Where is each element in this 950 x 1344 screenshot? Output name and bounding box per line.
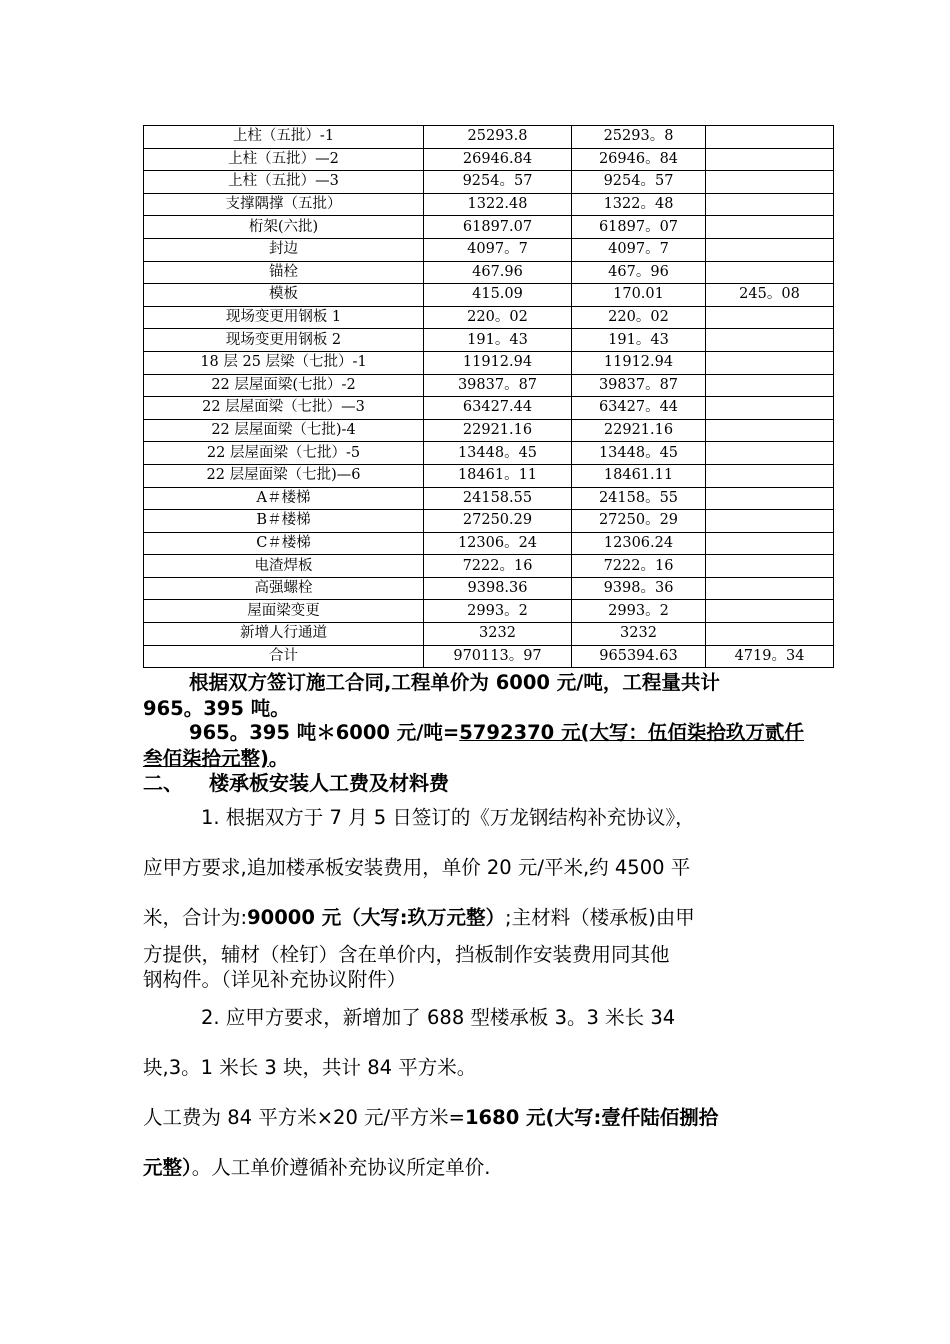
quantity-cell: 2993。2 bbox=[424, 600, 572, 623]
item-name-cell: 合计 bbox=[144, 645, 424, 668]
item-2-line-a: 2. 应甲方要求，新增加了 688 型楼承板 3。3 米长 34 bbox=[201, 1006, 676, 1029]
difference-cell bbox=[706, 577, 834, 600]
item-name-cell: 22 层屋面梁(七批）-2 bbox=[144, 374, 424, 397]
section-2-heading bbox=[143, 770, 823, 796]
item-name-cell: 屋面梁变更 bbox=[144, 600, 424, 623]
item-name-cell: B＃楼梯 bbox=[144, 510, 424, 533]
quantity-cell: 3232 bbox=[424, 623, 572, 646]
quantity-cell: 1322.48 bbox=[424, 193, 572, 216]
table-row bbox=[144, 216, 834, 239]
item-name-cell: 封边 bbox=[144, 238, 424, 261]
table-row bbox=[144, 374, 834, 397]
settled-quantity-cell: 22921.16 bbox=[572, 419, 706, 442]
table-row bbox=[144, 600, 834, 623]
difference-cell: 245。08 bbox=[706, 284, 834, 307]
table-row bbox=[144, 306, 834, 329]
item-1-line-e: 钢构件。（详见补充协议附件） bbox=[143, 968, 407, 991]
table-row bbox=[144, 532, 834, 555]
item-2-line-d: 元整）。人工单价遵循补充协议所定单价. bbox=[143, 1156, 491, 1179]
difference-cell bbox=[706, 171, 834, 194]
quantity-cell: 467.96 bbox=[424, 261, 572, 284]
difference-cell bbox=[706, 623, 834, 646]
item-name-cell: 锚栓 bbox=[144, 261, 424, 284]
quantity-cell: 13448。45 bbox=[424, 442, 572, 465]
settled-quantity-cell: 63427。44 bbox=[572, 397, 706, 420]
settled-quantity-cell: 220。02 bbox=[572, 306, 706, 329]
difference-cell bbox=[706, 442, 834, 465]
quantity-cell: 18461。11 bbox=[424, 464, 572, 487]
settled-quantity-cell: 170.01 bbox=[572, 284, 706, 307]
item-name-cell: 22 层屋面梁（七批)-4 bbox=[144, 419, 424, 442]
table-row bbox=[144, 645, 834, 668]
item-name-cell: 上柱（五批）—2 bbox=[144, 148, 424, 171]
difference-cell bbox=[706, 148, 834, 171]
quantity-cell: 9254。57 bbox=[424, 171, 572, 194]
cost-table bbox=[143, 125, 834, 668]
difference-cell bbox=[706, 261, 834, 284]
table-row bbox=[144, 329, 834, 352]
settled-quantity-cell: 1322。48 bbox=[572, 193, 706, 216]
difference-cell bbox=[706, 510, 834, 533]
item-name-cell: 高强螺栓 bbox=[144, 577, 424, 600]
difference-cell bbox=[706, 555, 834, 578]
quantity-cell: 22921.16 bbox=[424, 419, 572, 442]
table-row bbox=[144, 555, 834, 578]
difference-cell bbox=[706, 216, 834, 239]
quantity-cell: 220。02 bbox=[424, 306, 572, 329]
quantity-cell: 970113。97 bbox=[424, 645, 572, 668]
table-row bbox=[144, 284, 834, 307]
settled-quantity-cell: 61897。07 bbox=[572, 216, 706, 239]
difference-cell bbox=[706, 329, 834, 352]
item-name-cell: 上柱（五批）-1 bbox=[144, 126, 424, 149]
item-name-cell: 22 层屋面梁（七批)—6 bbox=[144, 464, 424, 487]
item-name-cell: 上柱（五批）—3 bbox=[144, 171, 424, 194]
cost-table-wrapper bbox=[143, 125, 834, 668]
quantity-cell: 61897.07 bbox=[424, 216, 572, 239]
quantity-cell: 24158.55 bbox=[424, 487, 572, 510]
table-row bbox=[144, 126, 834, 149]
table-row bbox=[144, 510, 834, 533]
item-name-cell: 现场变更用钢板 1 bbox=[144, 306, 424, 329]
difference-cell bbox=[706, 464, 834, 487]
table-row bbox=[144, 623, 834, 646]
table-row bbox=[144, 261, 834, 284]
item-1-line-c: 米，合计为:90000 元（大写:玖万元整）;主材料（楼承板)由甲 bbox=[143, 906, 695, 929]
item-name-cell: 22 层屋面梁（七批）—3 bbox=[144, 397, 424, 420]
total-amount-part1: 5792370 元(大写：伍佰柒拾玖万贰仟 bbox=[459, 721, 804, 744]
quantity-cell: 191。43 bbox=[424, 329, 572, 352]
item-name-cell: 模板 bbox=[144, 284, 424, 307]
difference-cell bbox=[706, 238, 834, 261]
table-row bbox=[144, 487, 834, 510]
quantity-cell: 25293.8 bbox=[424, 126, 572, 149]
difference-cell bbox=[706, 532, 834, 555]
item-1-amount: 90000 元（大写:玖万元整） bbox=[247, 906, 506, 929]
difference-cell bbox=[706, 351, 834, 374]
quantity-cell: 415.09 bbox=[424, 284, 572, 307]
table-row bbox=[144, 442, 834, 465]
settled-quantity-cell: 11912.94 bbox=[572, 351, 706, 374]
table-row bbox=[144, 464, 834, 487]
difference-cell bbox=[706, 397, 834, 420]
settled-quantity-cell: 39837。87 bbox=[572, 374, 706, 397]
settled-quantity-cell: 13448。45 bbox=[572, 442, 706, 465]
settled-quantity-cell: 12306.24 bbox=[572, 532, 706, 555]
quantity-cell: 26946.84 bbox=[424, 148, 572, 171]
quantity-cell: 4097。7 bbox=[424, 238, 572, 261]
paragraph-total-amount: 965。395 吨＊6000 元/吨=5792370 元(大写：伍佰柒拾玖万贰仟 叁佰柒拾元整)。 bbox=[143, 721, 804, 770]
item-name-cell: 现场变更用钢板 2 bbox=[144, 329, 424, 352]
item-1-line-a: 1. 根据双方于 7 月 5 日签订的《万龙钢结构补充协议》， bbox=[201, 806, 695, 829]
item-1-line-d: 方提供，辅材（栓钉）含在单价内，挡板制作安装费用同其他 bbox=[143, 943, 670, 966]
item-1-line-b: 应甲方要求,追加楼承板安装费用，单价 20 元/平米,约 4500 平 bbox=[143, 856, 691, 879]
table-row bbox=[144, 419, 834, 442]
total-formula: 965。395 吨＊6000 元/吨= bbox=[189, 721, 460, 744]
settled-quantity-cell: 3232 bbox=[572, 623, 706, 646]
settled-quantity-cell: 4097。7 bbox=[572, 238, 706, 261]
difference-cell bbox=[706, 600, 834, 623]
item-name-cell: 桁架(六批) bbox=[144, 216, 424, 239]
table-row bbox=[144, 148, 834, 171]
settled-quantity-cell: 26946。84 bbox=[572, 148, 706, 171]
item-name-cell: 新增人行通道 bbox=[144, 623, 424, 646]
table-row bbox=[144, 193, 834, 216]
quantity-cell: 12306。24 bbox=[424, 532, 572, 555]
difference-cell bbox=[706, 306, 834, 329]
item-name-cell: C＃楼梯 bbox=[144, 532, 424, 555]
difference-cell: 4719。34 bbox=[706, 645, 834, 668]
item-name-cell: 22 层屋面梁（七批）-5 bbox=[144, 442, 424, 465]
difference-cell bbox=[706, 193, 834, 216]
settled-quantity-cell: 25293。8 bbox=[572, 126, 706, 149]
difference-cell bbox=[706, 419, 834, 442]
quantity-cell: 11912.94 bbox=[424, 351, 572, 374]
settled-quantity-cell: 2993。2 bbox=[572, 600, 706, 623]
settled-quantity-cell: 191。43 bbox=[572, 329, 706, 352]
table-row bbox=[144, 397, 834, 420]
item-name-cell: 支撑隅撑（五批） bbox=[144, 193, 424, 216]
settled-quantity-cell: 24158。55 bbox=[572, 487, 706, 510]
quantity-cell: 27250.29 bbox=[424, 510, 572, 533]
settled-quantity-cell: 467。96 bbox=[572, 261, 706, 284]
cost-table-body bbox=[144, 126, 834, 668]
item-name-cell: A＃楼梯 bbox=[144, 487, 424, 510]
settled-quantity-cell: 7222。16 bbox=[572, 555, 706, 578]
unit-price-line1: 根据双方签订施工合同,工程单价为 6000 元/吨，工程量共计 bbox=[189, 671, 720, 694]
quantity-cell: 7222。16 bbox=[424, 555, 572, 578]
difference-cell bbox=[706, 374, 834, 397]
settled-quantity-cell: 27250。29 bbox=[572, 510, 706, 533]
unit-price-line2: 965。395 吨。 bbox=[143, 697, 290, 720]
item-2-amount: 1680 元(大写:壹仟陆佰捌拾 bbox=[464, 1106, 719, 1129]
item-2-line-c: 人工费为 84 平方米×20 元/平方米=1680 元(大写:壹仟陆佰捌拾 bbox=[143, 1106, 719, 1129]
settled-quantity-cell: 18461.11 bbox=[572, 464, 706, 487]
item-name-cell: 电渣焊板 bbox=[144, 555, 424, 578]
quantity-cell: 39837。87 bbox=[424, 374, 572, 397]
table-row bbox=[144, 171, 834, 194]
quantity-cell: 9398.36 bbox=[424, 577, 572, 600]
item-2-line-b: 块,3。1 米长 3 块，共计 84 平方米。 bbox=[143, 1056, 477, 1079]
paragraph-unit-price bbox=[143, 670, 823, 722]
item-name-cell: 18 层 25 层梁（七批）-1 bbox=[144, 351, 424, 374]
settled-quantity-cell: 9254。57 bbox=[572, 171, 706, 194]
section-2-title: 楼承板安装人工费及材料费 bbox=[209, 771, 449, 795]
difference-cell bbox=[706, 487, 834, 510]
settled-quantity-cell: 965394.63 bbox=[572, 645, 706, 668]
table-row bbox=[144, 577, 834, 600]
total-amount-part2: 叁佰柒拾元整) bbox=[143, 747, 269, 770]
settled-quantity-cell: 9398。36 bbox=[572, 577, 706, 600]
table-row bbox=[144, 351, 834, 374]
section-2-number: 二、 bbox=[143, 771, 183, 795]
table-row bbox=[144, 238, 834, 261]
difference-cell bbox=[706, 126, 834, 149]
quantity-cell: 63427.44 bbox=[424, 397, 572, 420]
